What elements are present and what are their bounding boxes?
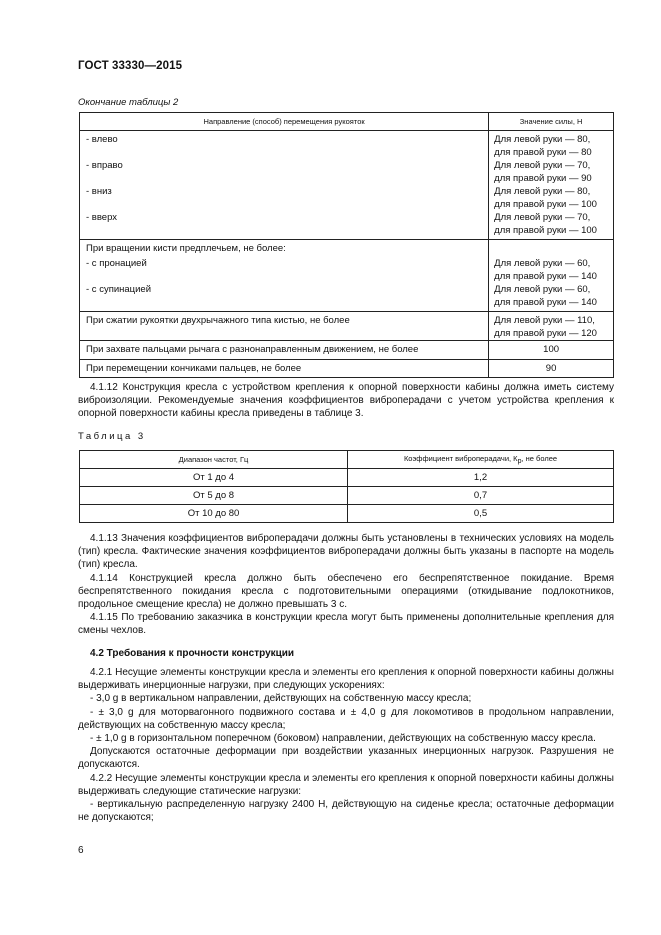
paragraph-4-1-15: 4.1.15 По требованию заказчика в конструкции кресла могут быть применены дополнительные крепления для смены чехлов.: [78, 612, 614, 637]
value-right-hand: для правой руки — 120: [494, 328, 597, 339]
table-header-row: [80, 451, 614, 469]
column-header-frequency: Диапазон частот, Гц: [80, 451, 348, 469]
table2-caption: Окончание таблицы 2: [78, 97, 179, 108]
frequency-range: От 5 до 8: [80, 487, 348, 505]
list-item: - ± 3,0 g для моторвагонного подвижного состава и ± 4,0 g для локомотивов в продольном направлении, действующих на собственную массу кресла;: [78, 706, 614, 731]
squeeze-label: При сжатии рукоятки двухрычажного типа кистью, не более: [86, 315, 350, 326]
list-item: - 3,0 g в вертикальном направлении, действующих на собственную массу кресла;: [90, 693, 472, 705]
table-row: [80, 487, 614, 505]
value-left-hand: Для левой руки — 110,: [494, 315, 595, 326]
direction-up: - вверх: [86, 212, 118, 223]
value-right-hand: для правой руки — 140: [494, 297, 597, 308]
list-item: - ± 1,0 g в горизонтальном поперечном (боковом) направлении, действующих на собственную массу кресла.: [90, 733, 596, 745]
coefficient-value: 0,7: [348, 487, 614, 505]
paragraph-4-2-2: 4.2.2 Несущие элементы конструкции кресла и элементы его крепления к опорной поверхности кабины должны выдерживать следующие статические нагрузки:: [78, 772, 614, 797]
column-header-coefficient: Коэффициент виброперадачи, Кр, не более: [348, 451, 614, 469]
value-left-hand: Для левой руки — 70,: [494, 212, 591, 223]
table-header-row: [80, 113, 614, 131]
rotation-title: При вращении кисти предплечьем, не более:: [86, 243, 286, 254]
rotation-supination: - с супинацией: [86, 284, 152, 295]
directions-cell: [80, 131, 489, 240]
value-left-hand: Для левой руки — 80,: [494, 134, 591, 145]
value-right-hand: для правой руки — 90: [494, 173, 592, 184]
frequency-range: От 1 до 4: [80, 469, 348, 487]
paragraph-4-2-1-note: Допускаются остаточные деформации при воздействии указанных инерционных нагрузок. Разрушения не допускаются.: [78, 746, 614, 771]
frequency-range: От 10 до 80: [80, 505, 348, 523]
table-row-squeeze: [80, 312, 614, 341]
table3-label: Таблица 3: [78, 431, 146, 442]
rotation-pronation: - с пронацией: [86, 258, 147, 269]
value-right-hand: для правой руки — 100: [494, 225, 597, 236]
paragraphs-4-2: [78, 666, 614, 824]
paragraph-4-2-1: 4.2.1 Несущие элементы конструкции кресла и элементы его крепления к опорной поверхности кабины должны выдерживать инерционные нагрузки, при следующих ускорениях:: [78, 667, 614, 692]
coefficient-value: 0,5: [348, 505, 614, 523]
table-row: [80, 505, 614, 523]
direction-right: - вправо: [86, 160, 123, 171]
column-header-force: Значение силы, Н: [489, 113, 614, 131]
table-row-directions: [80, 131, 614, 240]
direction-left: - влево: [86, 134, 118, 145]
rotation-cell: [80, 240, 489, 312]
table-row: [80, 469, 614, 487]
value-left-hand: Для левой руки — 60,: [494, 284, 591, 295]
section-heading-4-2: 4.2 Требования к прочности конструкции: [90, 648, 295, 659]
grip-value: 100: [489, 341, 614, 360]
column-header-direction: Направление (способ) перемещения рукояток: [80, 113, 489, 131]
document-code: ГОСТ 33330—2015: [78, 60, 183, 72]
grip-label: При захвате пальцами рычага с разнонаправленным движением, не более: [86, 344, 419, 355]
value-left-hand: Для левой руки — 80,: [494, 186, 591, 197]
table-row-fingertips: [80, 360, 614, 378]
paragraph-4-1-13: 4.1.13 Значения коэффициентов виброперадачи должны быть установлены в технических условиях на модель (тип) кресла. Фактические значения коэффициентов виброперадачи должны быть указаны в паспорте на модель (тип) кресла.: [78, 533, 614, 571]
grip-cell: [80, 341, 489, 360]
list-item: - вертикальную распределенную нагрузку 2400 Н, действующую на сиденье кресла; остаточные деформации не допускаются;: [78, 799, 614, 824]
paragraph-4-1-12: 4.1.12 Конструкция кресла с устройством крепления к опорной поверхности кабины должна иметь систему виброизоляции. Рекомендуемые значения коэффициентов виброперадачи с учетом устройства крепления к опорной поверхности кабины кресла приведены в таблице 3.: [78, 382, 614, 420]
fingertips-value: 90: [489, 360, 614, 378]
value-left-hand: Для левой руки — 60,: [494, 258, 591, 269]
direction-down: - вниз: [86, 186, 112, 197]
table-2: [79, 112, 614, 378]
rotation-values-cell: [489, 240, 614, 312]
coefficient-value: 1,2: [348, 469, 614, 487]
paragraph-4-1-14: 4.1.14 Конструкцией кресла должно быть обеспечено его беспрепятственное покидание. Время беспрепятственного покидания кресла с подготовительными операциями (откидывание подлокотников, продольное смещение кресла) не должно превышать 3 с.: [78, 572, 614, 611]
fingertips-cell: [80, 360, 489, 378]
value-right-hand: для правой руки — 140: [494, 271, 597, 282]
table-row-grip: [80, 341, 614, 360]
squeeze-values-cell: [489, 312, 614, 341]
table-3: [79, 450, 614, 523]
directions-values-cell: [489, 131, 614, 240]
value-right-hand: для правой руки — 100: [494, 199, 597, 210]
fingertips-label: При перемещении кончиками пальцев, не более: [86, 363, 302, 374]
squeeze-cell: [80, 312, 489, 341]
value-left-hand: Для левой руки — 70,: [494, 160, 591, 171]
paragraphs-4-1-13-to-4-1-15: [78, 532, 614, 638]
value-right-hand: для правой руки — 80: [494, 147, 592, 158]
table-row-rotation: [80, 240, 614, 312]
page-number: 6: [78, 845, 84, 856]
